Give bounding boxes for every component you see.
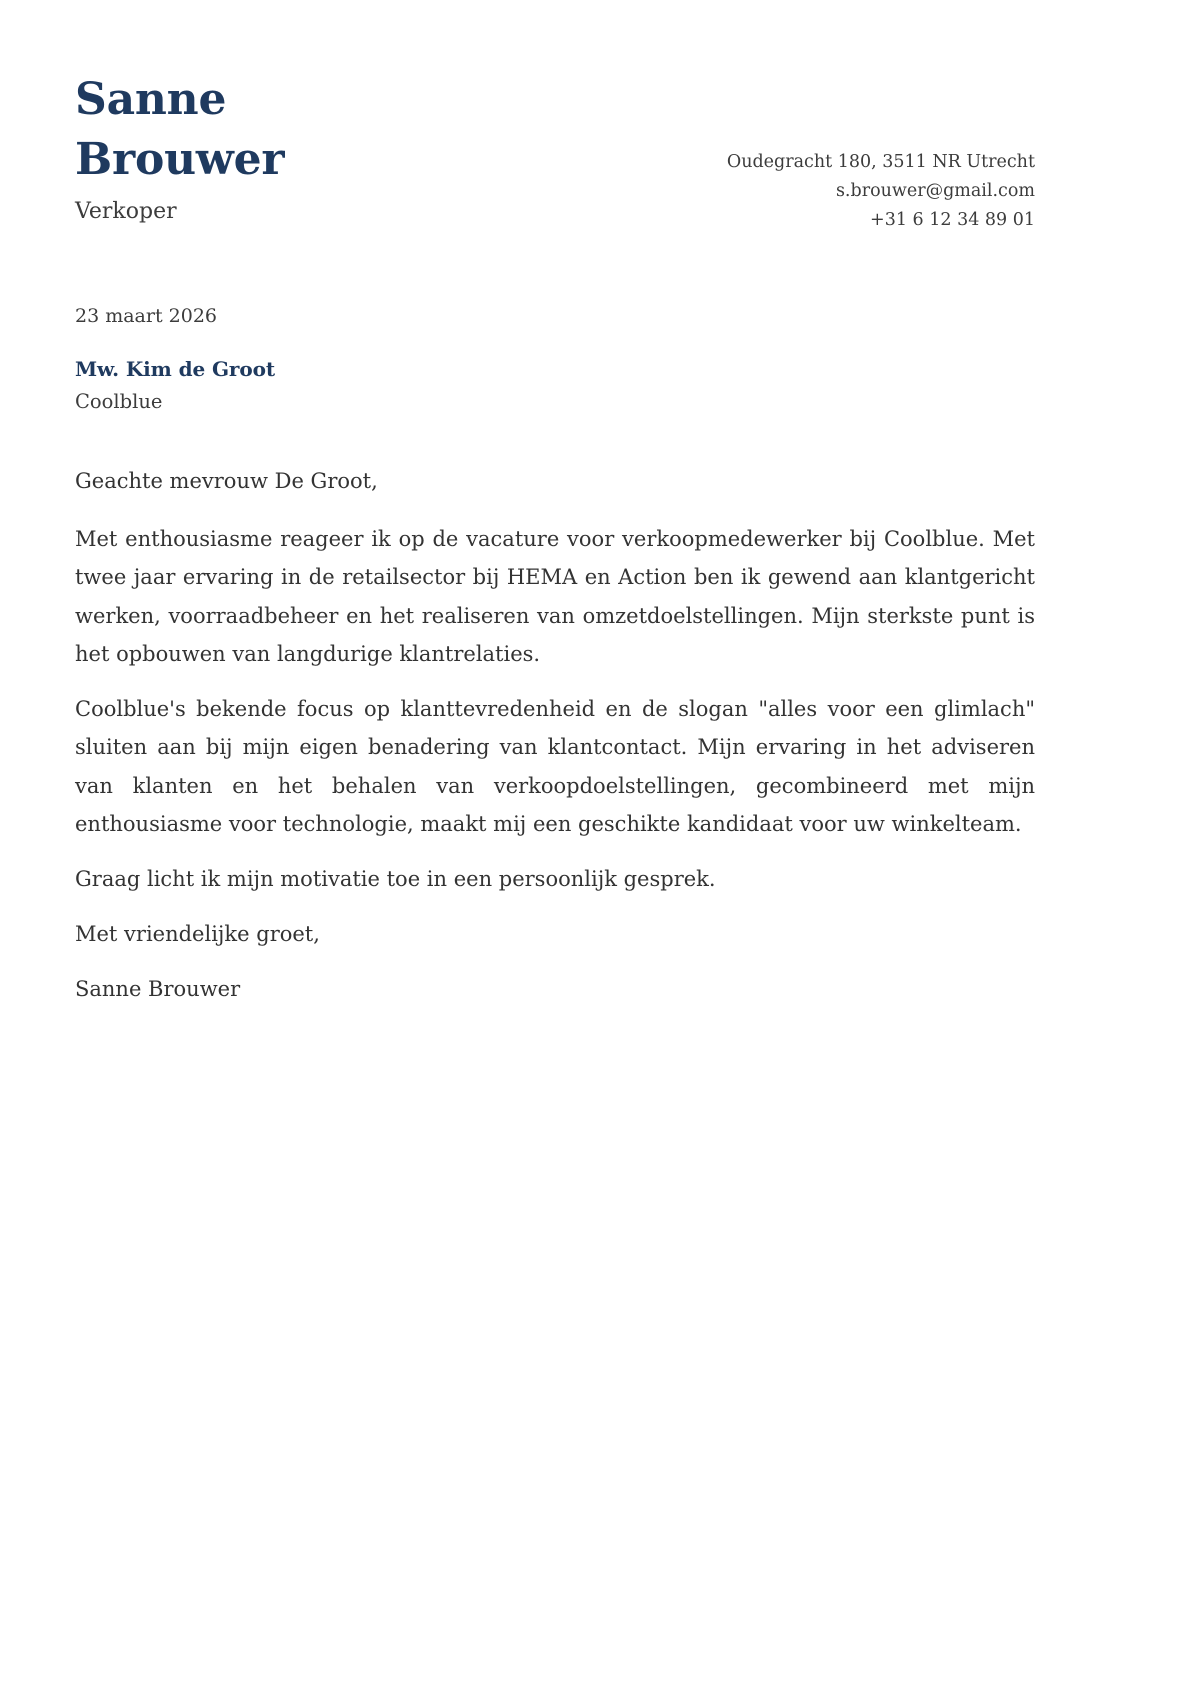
identity-block bbox=[75, 70, 335, 226]
letter-meta bbox=[75, 302, 1035, 416]
recipient-name: Mw. Kim de Groot bbox=[75, 356, 275, 381]
contact-phone[interactable]: +31 6 12 34 89 01 bbox=[870, 210, 1035, 231]
signature-name: Sanne Brouwer bbox=[75, 977, 241, 1002]
body-paragraph-1: Met enthousiasme reageer ik op de vacature voor verkoopmedewerker bij Coolblue. Met twee jaar ervaring in de retailsector bij HEMA en Action ben ik gewend aan klantgericht werken, voorraadbeheer en het realiseren van omzetdoelstellingen. Mijn sterkste punt is het opbouwen van langdurige klantrelaties. bbox=[75, 527, 1035, 666]
applicant-name: Sanne Brouwer bbox=[75, 74, 285, 185]
salutation: Geachte mevrouw De Groot, bbox=[75, 468, 378, 493]
letter-body bbox=[75, 466, 1035, 1009]
contact-details bbox=[727, 148, 1035, 235]
letter-header bbox=[75, 70, 1035, 240]
letter-date: 23 maart 2026 bbox=[75, 305, 217, 327]
contact-address: Oudegracht 180, 3511 NR Utrecht bbox=[726, 152, 1035, 172]
closing-line: Met vriendelijke groet, bbox=[75, 922, 320, 947]
body-paragraph-3: Graag licht ik mijn motivatie toe in een persoonlijk gesprek. bbox=[75, 867, 716, 892]
recipient-company: Coolblue bbox=[75, 389, 163, 413]
applicant-job-title: Verkoper bbox=[75, 198, 177, 224]
body-paragraph-2: Coolblue's bekende focus op klanttevredenheid en de slogan "alles voor een glimlach" sluiten aan bij mijn eigen benadering van klantcontact. Mijn ervaring in het adviseren van klanten en het behalen van verkoopdoelstellingen, gecombineerd met mijn enthousiasme voor technologie, maakt mij een geschikte kandidaat voor uw winkelteam. bbox=[75, 697, 1035, 836]
contact-email[interactable]: s.brouwer@gmail.com bbox=[835, 181, 1035, 202]
